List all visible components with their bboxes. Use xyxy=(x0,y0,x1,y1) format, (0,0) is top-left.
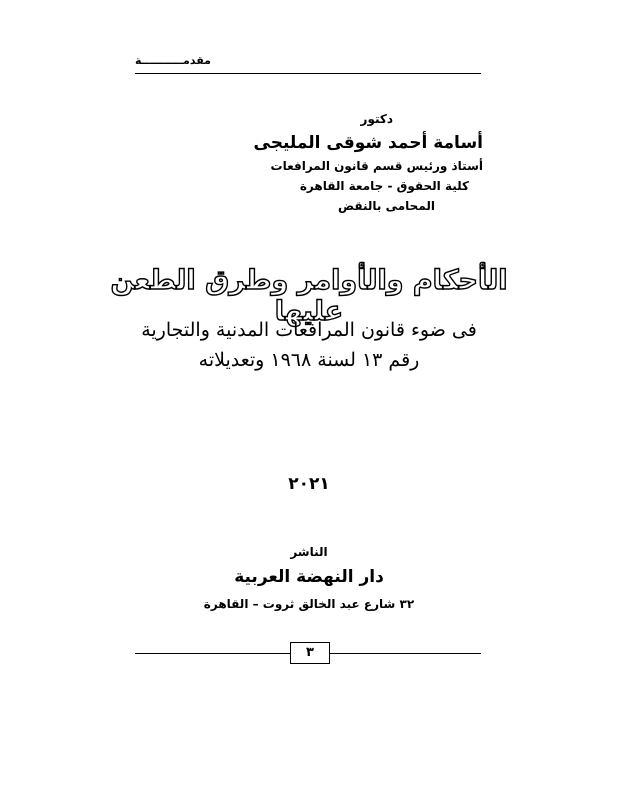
footer-divider-left xyxy=(135,653,290,654)
header-divider xyxy=(135,73,481,74)
running-header: مقدمـــــــــــة xyxy=(135,54,211,67)
footer-divider-right xyxy=(330,653,481,654)
book-subtitle-line-1: فى ضوء قانون المرافعات المدنية والتجارية xyxy=(141,319,477,341)
publisher-address: ٣٢ شارع عبد الخالق ثروت – القاهرة xyxy=(203,597,415,611)
author-faculty: كلية الحقوق - جامعة القاهرة xyxy=(299,179,469,193)
publisher-block xyxy=(150,542,468,616)
book-title: الأحكام والأوامر وطرق الطعن عليها xyxy=(110,265,508,327)
author-bar-admission: المحامى بالنقض xyxy=(338,199,435,213)
book-subtitle-line-2: رقم ١٣ لسنة ١٩٦٨ وتعديلاته xyxy=(198,349,420,371)
author-academic-title: دكتور xyxy=(360,112,393,126)
author-name: أسامة أحمد شوقى المليجى xyxy=(253,133,483,153)
page-number: ٣ xyxy=(290,642,330,664)
author-block xyxy=(183,110,483,216)
publisher-name: دار النهضة العربية xyxy=(234,567,384,587)
author-position: أستاذ ورئيس قسم قانون المرافعات xyxy=(270,159,483,173)
publication-year: ٢٠٢١ xyxy=(288,474,330,494)
publisher-label: الناشر xyxy=(290,545,328,559)
